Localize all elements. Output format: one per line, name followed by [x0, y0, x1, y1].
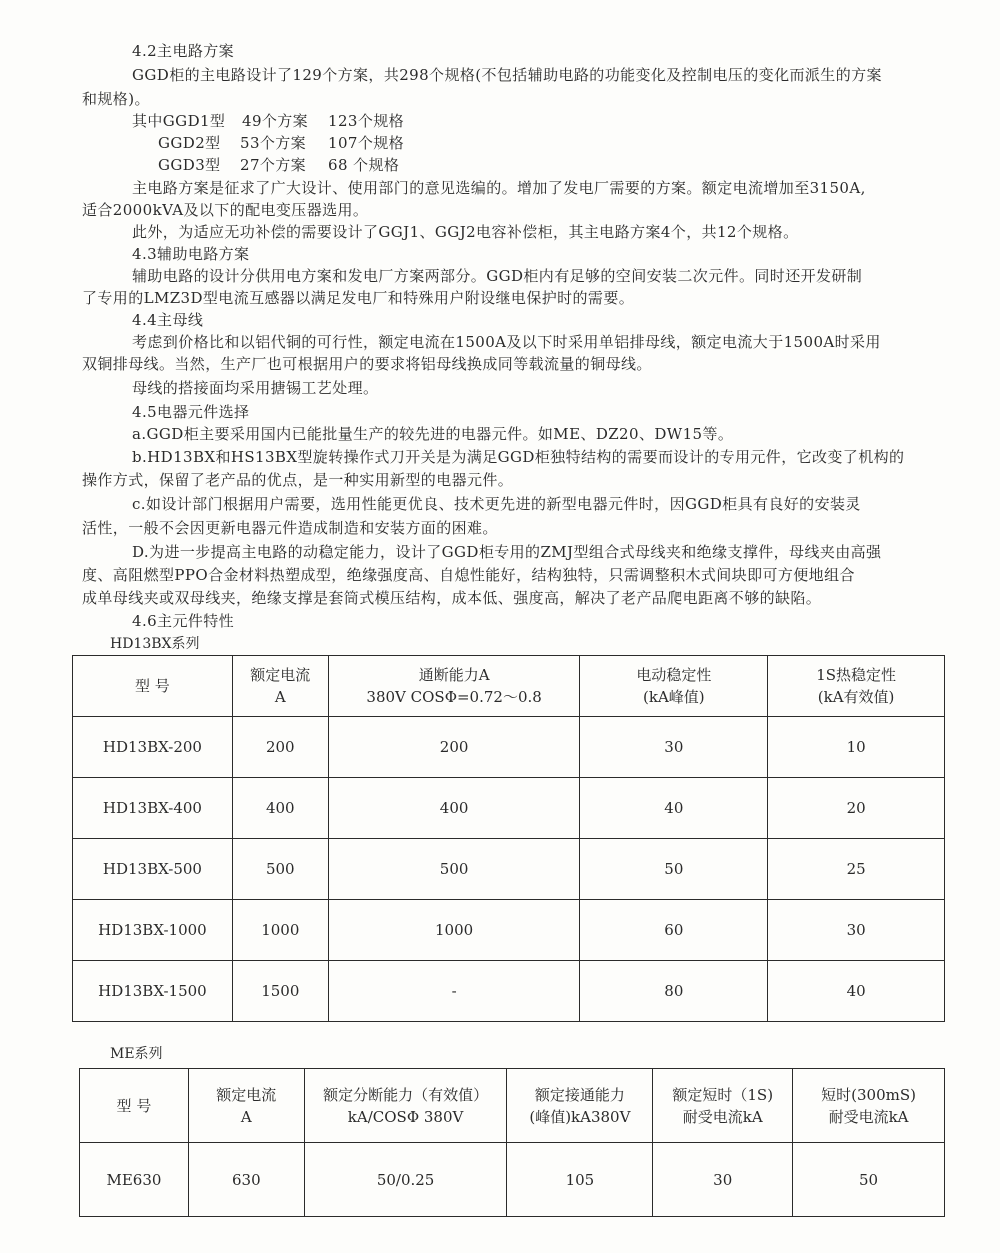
cell-making: 105	[507, 1143, 653, 1217]
scheme-plans: 27个方案	[240, 156, 307, 174]
section-heading-4-3: 4.3辅助电路方案	[132, 245, 250, 263]
header-dynamic: 电动稳定性 (kA峰值)	[580, 656, 768, 717]
scheme-plans: 53个方案	[240, 134, 307, 152]
paragraph-line: GGD柜的主电路设计了129个方案，共298个规格(不包括辅助电路的功能变化及控制电压的变化而派生的方案	[132, 66, 882, 84]
paragraph-line: 和规格)。	[82, 90, 150, 108]
cell-breaking: 200	[328, 717, 580, 778]
cell-breaking: -	[328, 961, 580, 1022]
paragraph-line: b.HD13BX和HS13BX型旋转操作式刀开关是为满足GGD柜独特结构的需要而设计的专用元件，它改变了机构的	[132, 448, 905, 466]
paragraph-line: 度、高阻燃型PPO合金材料热塑成型，绝缘强度高、自熄性能好，结构独特，只需调整积木式间块即可方便地组合	[82, 566, 855, 584]
cell-dynamic: 80	[580, 961, 768, 1022]
cell-model: HD13BX-1500	[73, 961, 233, 1022]
section-heading-4-4: 4.4主母线	[132, 311, 204, 329]
header-short-time-1s: 额定短时（1S) 耐受电流kA	[653, 1069, 793, 1143]
scheme-row	[158, 154, 1000, 176]
header-current: 额定电流 A	[232, 656, 328, 717]
cell-dynamic: 60	[580, 900, 768, 961]
table-row	[80, 1143, 945, 1217]
hd13bx-caption: HD13BX系列	[110, 636, 200, 652]
cell-current: 500	[232, 839, 328, 900]
table-row	[73, 839, 945, 900]
cell-thermal: 30	[768, 900, 945, 961]
cell-dynamic: 40	[580, 778, 768, 839]
cell-thermal: 25	[768, 839, 945, 900]
paragraph-line: 适合2000kVA及以下的配电变压器选用。	[82, 201, 369, 219]
scheme-plans: 49个方案	[242, 112, 309, 130]
cell-breaking: 500	[328, 839, 580, 900]
cell-current: 400	[232, 778, 328, 839]
cell-current: 1500	[232, 961, 328, 1022]
cell-thermal: 20	[768, 778, 945, 839]
cell-breaking: 50/0.25	[304, 1143, 507, 1217]
scheme-type: GGD2型	[158, 134, 221, 152]
cell-dynamic: 30	[580, 717, 768, 778]
scheme-row	[132, 110, 992, 132]
cell-model: ME630	[80, 1143, 189, 1217]
scheme-specs: 68 个规格	[328, 156, 400, 174]
paragraph-line: 成单母线夹或双母线夹，绝缘支撑是套筒式模压结构，成本低、强度高，解决了老产品爬电距离不够的缺陷。	[82, 589, 822, 607]
paragraph-line: c.如设计部门根据用户需要，选用性能更优良、技术更先进的新型电器元件时，因GGD柜具有良好的安装灵	[132, 495, 861, 513]
table-row	[73, 961, 945, 1022]
section-heading-4-6: 4.6主元件特性	[132, 612, 235, 630]
paragraph-line: 主电路方案是征求了广大设计、使用部门的意见选编的。增加了发电厂需要的方案。额定电流增加至3150A,	[132, 179, 866, 197]
cell-short-time-1s: 30	[653, 1143, 793, 1217]
scheme-type: 其中GGD1型	[132, 112, 226, 130]
table-header-row	[73, 656, 945, 717]
cell-breaking: 1000	[328, 900, 580, 961]
table-row	[73, 778, 945, 839]
table-row	[73, 717, 945, 778]
scheme-type: GGD3型	[158, 156, 221, 174]
paragraph-line: D.为进一步提高主电路的动稳定能力，设计了GGD柜专用的ZMJ型组合式母线夹和绝缘支撑件，母线夹由高强	[132, 543, 882, 561]
paragraph-line: 双铜排母线。当然，生产厂也可根据用户的要求将铝母线换成同等载流量的铜母线。	[82, 355, 652, 373]
section-heading-4-5: 4.5电器元件选择	[132, 403, 250, 421]
header-breaking: 通断能力A 380V COSΦ=0.72～0.8	[328, 656, 580, 717]
paragraph-line: 此外，为适应无功补偿的需要设计了GGJ1、GGJ2电容补偿柜，其主电路方案4个，共12个规格。	[132, 223, 799, 241]
hd13bx-table	[72, 655, 945, 1022]
table-header-row	[80, 1069, 945, 1143]
header-model: 型 号	[73, 656, 233, 717]
header-thermal: 1S热稳定性 (kA有效值)	[768, 656, 945, 717]
header-short-time-300ms: 短时(300mS) 耐受电流kA	[793, 1069, 945, 1143]
paragraph-line: a.GGD柜主要采用国内已能批量生产的较先进的电器元件。如ME、DZ20、DW15等。	[132, 425, 734, 443]
header-model: 型 号	[80, 1069, 189, 1143]
header-making: 额定接通能力 (峰值)kA380V	[507, 1069, 653, 1143]
cell-thermal: 10	[768, 717, 945, 778]
cell-model: HD13BX-400	[73, 778, 233, 839]
paragraph-line: 操作方式，保留了老产品的优点，是一种实用新型的电器元件。	[82, 471, 514, 489]
cell-dynamic: 50	[580, 839, 768, 900]
paragraph-line: 了专用的LMZ3D型电流互感器以满足发电厂和特殊用户附设继电保护时的需要。	[82, 289, 635, 307]
paragraph-line: 活性，一般不会因更新电器元件造成制造和安装方面的困难。	[82, 519, 498, 537]
paragraph-line: 母线的搭接面均采用搪锡工艺处理。	[132, 379, 379, 397]
table-row	[73, 900, 945, 961]
me-caption: ME系列	[110, 1046, 163, 1062]
scheme-row	[158, 132, 1000, 154]
paragraph-line: 辅助电路的设计分供用电方案和发电厂方案两部分。GGD柜内有足够的空间安装二次元件。同时还开发研制	[132, 267, 863, 285]
header-current: 额定电流 A	[188, 1069, 304, 1143]
cell-thermal: 40	[768, 961, 945, 1022]
cell-short-time-300ms: 50	[793, 1143, 945, 1217]
scheme-specs: 107个规格	[328, 134, 405, 152]
section-heading-4-2: 4.2主电路方案	[132, 42, 235, 60]
cell-current: 200	[232, 717, 328, 778]
paragraph-line: 考虑到价格比和以铝代铜的可行性，额定电流在1500A及以下时采用单铝排母线，额定电流大于1500A时采用	[132, 333, 881, 351]
me-table	[79, 1068, 945, 1217]
scheme-specs: 123个规格	[328, 112, 405, 130]
cell-breaking: 400	[328, 778, 580, 839]
header-breaking: 额定分断能力（有效值） kA/COSΦ 380V	[304, 1069, 507, 1143]
cell-current: 630	[188, 1143, 304, 1217]
cell-model: HD13BX-500	[73, 839, 233, 900]
cell-model: HD13BX-1000	[73, 900, 233, 961]
cell-model: HD13BX-200	[73, 717, 233, 778]
cell-current: 1000	[232, 900, 328, 961]
